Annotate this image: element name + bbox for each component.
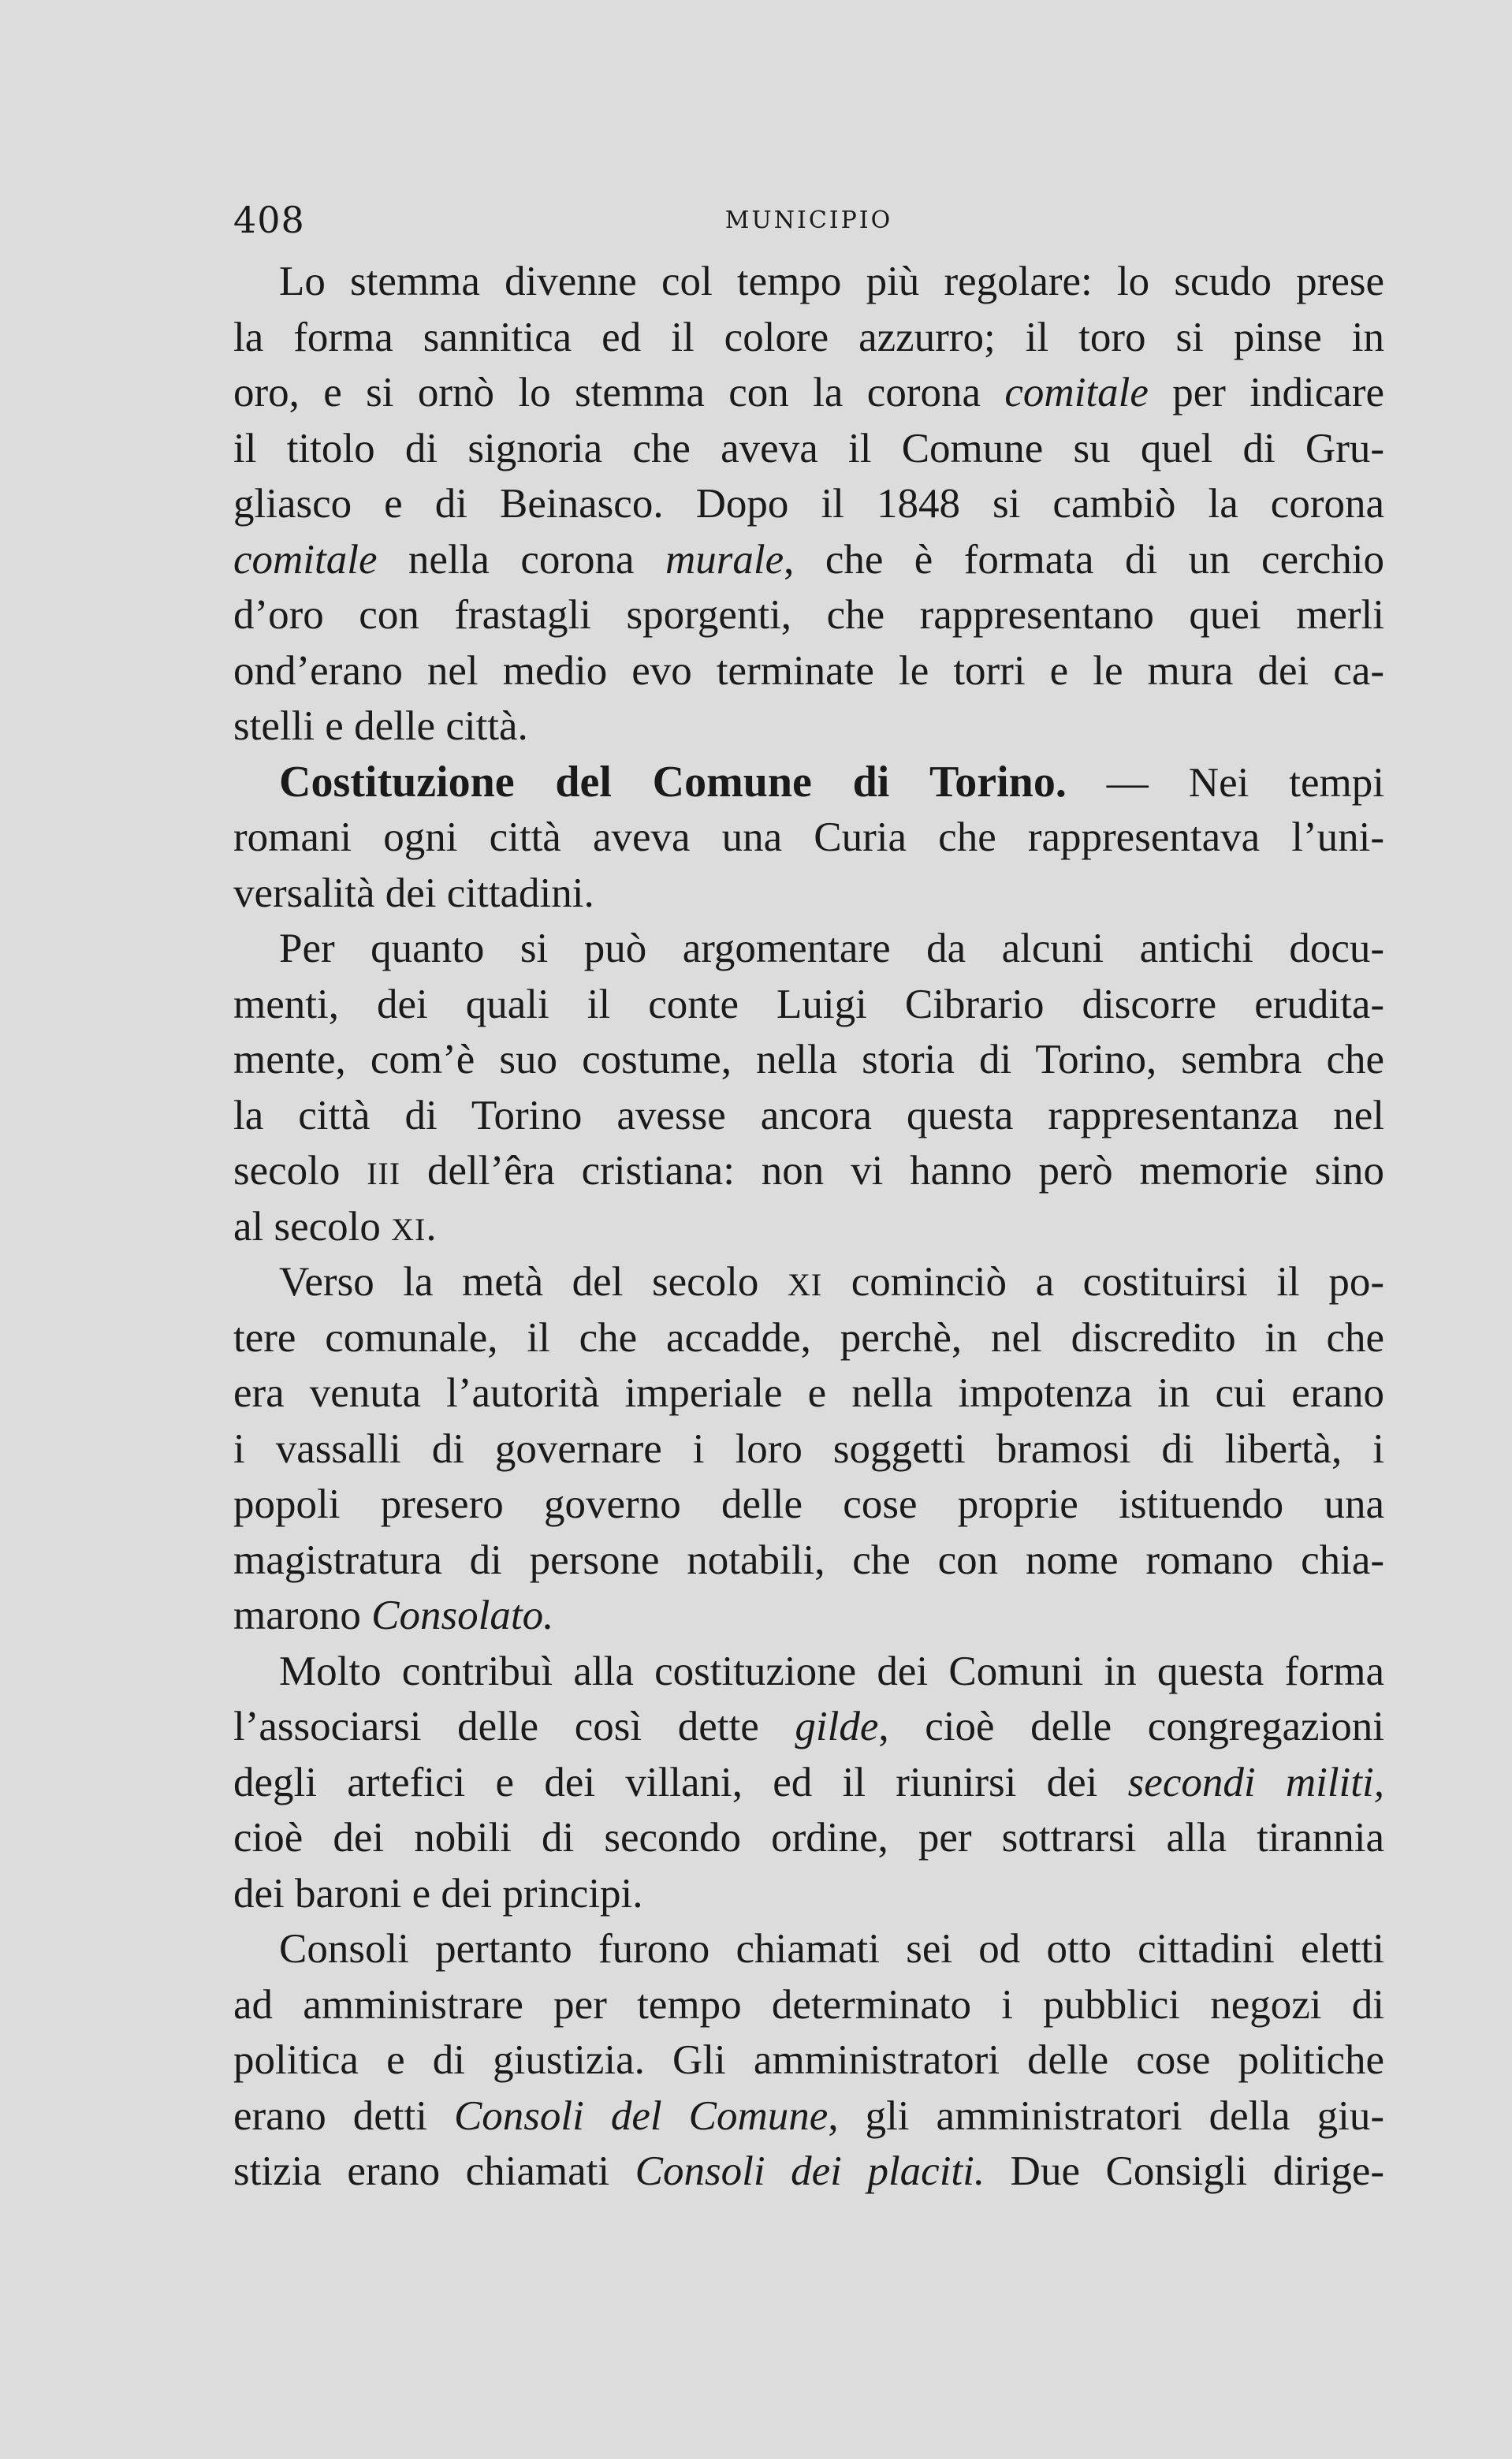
text-segment: d’oro con frastagli sporgenti, che rappresentano quei merli	[233, 592, 1384, 638]
text-line	[233, 1866, 1384, 1922]
text-segment: gliasco e di Beinasco. Dopo il 1848 si cambiò la corona	[233, 481, 1384, 527]
italic-term: secondi militi,	[1127, 1759, 1384, 1805]
text-line	[233, 1477, 1384, 1533]
text-segment: magistratura di persone notabili, che con nome romano chia-	[233, 1537, 1384, 1583]
text-line	[233, 810, 1384, 866]
text-line	[233, 310, 1384, 366]
text-line	[233, 2144, 1384, 2200]
section-heading: Costituzione del Comune di Torino.	[279, 757, 1067, 807]
text-segment: Due Consigli dirige-	[985, 2148, 1384, 2194]
text-segment: per indicare	[1148, 370, 1384, 415]
text-line	[233, 1699, 1384, 1755]
text-line	[233, 476, 1384, 532]
text-segment: dell’êra cristiana: non vi hanno però memorie sino	[400, 1148, 1384, 1194]
text-segment: ad amministrare per tempo determinato i pubblici negozi di	[233, 1981, 1384, 2028]
text-segment: stizia erano chiamati	[233, 2148, 635, 2194]
text-line	[233, 754, 1384, 810]
text-line	[233, 421, 1384, 477]
text-segment: Lo stemma divenne col tempo più regolare: lo scudo prese	[279, 259, 1384, 304]
text-line	[233, 1644, 1384, 1700]
text-line	[233, 1254, 1384, 1310]
text-line	[233, 1977, 1384, 2033]
italic-term: Consoli dei placiti.	[635, 2148, 985, 2194]
italic-term: Consolato.	[371, 1593, 554, 1638]
text-segment: , che è formata di un cerchio	[784, 536, 1384, 583]
text-segment: il titolo di signoria che aveva il Comune su quel di Gru-	[233, 425, 1384, 471]
text-line	[233, 921, 1384, 977]
text-segment: i vassalli di governare i loro soggetti bramosi di libertà, i	[233, 1425, 1384, 1472]
text-segment: mente, com’è suo costume, nella storia di Torino, sembra che	[233, 1037, 1384, 1082]
running-head: MUNICIPIO	[724, 207, 893, 234]
text-segment: la forma sannitica ed il colore azzurro; il toro si pinse in	[233, 314, 1384, 360]
text-segment: politica e di giustizia. Gli amministratori delle cose politiche	[233, 2037, 1384, 2083]
page-number: 408	[233, 199, 305, 241]
text-segment: cominciò a costituirsi il po-	[822, 1259, 1384, 1305]
text-segment: XI	[391, 1211, 426, 1247]
text-segment: tere comunale, il che accadde, perchè, nel discredito in che	[233, 1314, 1384, 1361]
text-segment: III	[367, 1156, 401, 1191]
body-text	[233, 254, 1384, 2200]
text-segment: la città di Torino avesse ancora questa rappresentanza nel	[233, 1092, 1384, 1138]
text-line	[233, 1533, 1384, 1589]
italic-term: murale	[665, 536, 784, 583]
page-header	[233, 199, 1384, 246]
text-line	[233, 587, 1384, 643]
text-line	[233, 1921, 1384, 1977]
text-segment: stelli e delle città.	[233, 703, 528, 749]
text-segment: l’associarsi delle così dette	[233, 1704, 795, 1749]
text-line	[233, 866, 1384, 922]
text-segment: era venuta l’autorità imperiale e nella impotenza in cui erano	[233, 1370, 1384, 1416]
text-segment: secolo	[233, 1148, 367, 1194]
text-segment: , gli amministratori della giu-	[828, 2092, 1385, 2139]
text-segment: romani ogni città aveva una Curia che rappresentava l’uni-	[233, 814, 1384, 860]
italic-term: comitale	[1004, 370, 1149, 415]
text-segment: marono	[233, 1593, 372, 1638]
text-segment: Molto contribuì alla costituzione dei Comuni in questa forma	[279, 1648, 1384, 1694]
text-segment: Verso la metà del secolo	[279, 1259, 788, 1305]
text-line	[233, 1588, 1384, 1644]
text-line	[233, 2088, 1384, 2144]
text-line	[233, 365, 1384, 421]
text-line	[233, 1032, 1384, 1088]
text-segment: cioè dei nobili di secondo ordine, per sottrarsi alla tirannia	[233, 1815, 1384, 1861]
text-line	[233, 1421, 1384, 1477]
text-segment: versalità dei cittadini.	[233, 870, 594, 916]
text-segment: Consoli pertanto furono chiamati sei od otto cittadini eletti	[279, 1926, 1384, 1972]
text-segment: menti, dei quali il conte Luigi Cibrario discorre erudita-	[233, 981, 1384, 1027]
text-segment: popoli presero governo delle cose proprie istituendo una	[233, 1481, 1384, 1527]
text-segment: erano detti	[233, 2092, 454, 2139]
text-line	[233, 699, 1384, 754]
text-segment: .	[426, 1203, 437, 1250]
text-segment: al secolo	[233, 1203, 392, 1250]
text-line	[233, 977, 1384, 1033]
text-segment: Per quanto si può argomentare da alcuni antichi docu-	[279, 926, 1384, 971]
text-line	[233, 2032, 1384, 2088]
text-line	[233, 643, 1384, 699]
text-line	[233, 1810, 1384, 1866]
italic-term: comitale	[233, 536, 378, 583]
text-line	[233, 1143, 1384, 1199]
text-segment: ond’erano nel medio evo terminate le torri e le mura dei ca-	[233, 647, 1384, 694]
text-line	[233, 1365, 1384, 1421]
text-line	[233, 1199, 1384, 1255]
text-line	[233, 532, 1384, 588]
text-segment: degli artefici e dei villani, ed il riunirsi dei	[233, 1759, 1128, 1805]
text-line	[233, 1755, 1384, 1811]
text-segment: , cioè delle congregazioni	[878, 1704, 1385, 1749]
text-line	[233, 1310, 1384, 1366]
text-line	[233, 254, 1384, 310]
text-line	[233, 1088, 1384, 1144]
text-segment: nella corona	[377, 536, 665, 583]
text-segment: XI	[787, 1267, 823, 1302]
text-segment: dei baroni e dei principi.	[233, 1870, 643, 1917]
text-segment: — Nei tempi	[1066, 759, 1384, 806]
italic-term: Consoli del Comune	[453, 2092, 829, 2139]
italic-term: gilde	[795, 1704, 879, 1749]
text-segment: oro, e si ornò lo stemma con la corona	[233, 370, 1005, 415]
